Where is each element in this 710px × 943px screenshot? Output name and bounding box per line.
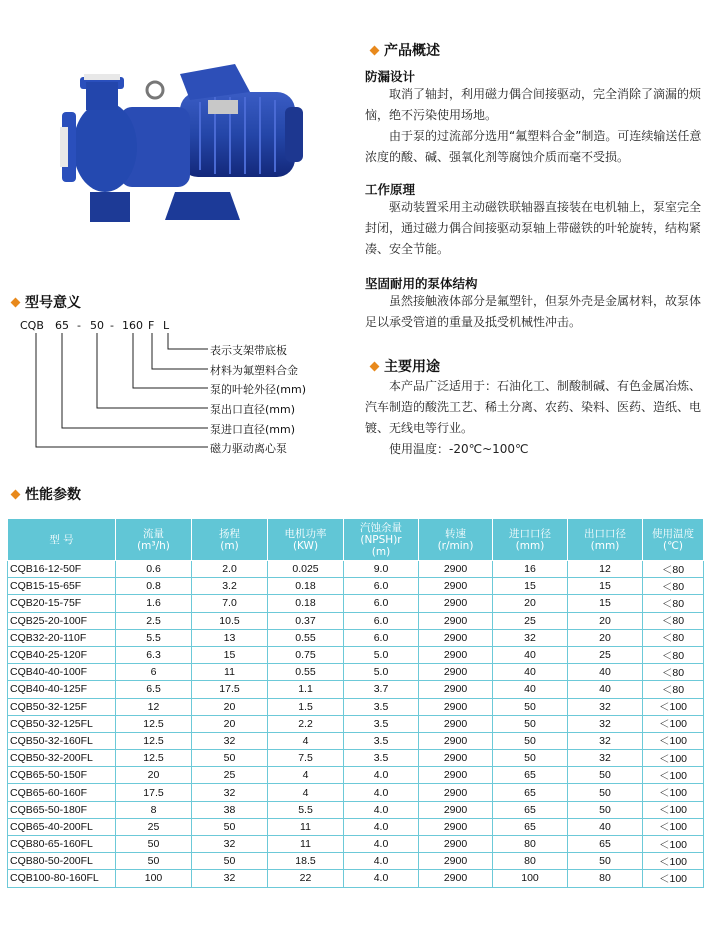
table-cell: 32 <box>568 715 643 732</box>
usage-paragraph: 本产品广泛适用于：石油化工、制酸制碱、有色金属冶炼、汽车制造的酸洗工艺、稀土分离、农药、染料、医药、造纸、电镀、无线电等行业。 <box>365 379 702 435</box>
section-paragraph: 由于泵的过流部分选用“氟塑料合金”制造。可连续输送任意浓度的酸、碱、强氧化剂等腐蚀介质而毫不受损。 <box>365 129 702 164</box>
model-meaning-label: 泵进口直径(mm) <box>210 423 296 436</box>
table-cell: 4.0 <box>344 784 419 801</box>
performance-heading <box>12 484 81 504</box>
table-cell: 9.0 <box>344 561 419 578</box>
table-cell: 32 <box>192 732 268 749</box>
table-cell: 8 <box>116 801 192 818</box>
table-cell: 20 <box>568 629 643 646</box>
model-cell: CQB50-32-125FL <box>8 715 116 732</box>
table-cell: 50 <box>116 853 192 870</box>
column-header-line: (mm) <box>515 539 545 552</box>
table-cell: ＜80 <box>643 612 704 629</box>
column-header <box>116 519 192 561</box>
table-cell: 40 <box>568 818 643 835</box>
table-cell: 25 <box>192 767 268 784</box>
table-cell: 6.3 <box>116 646 192 663</box>
table-cell: 0.8 <box>116 578 192 595</box>
table-cell: 0.37 <box>268 612 344 629</box>
table-cell: ＜80 <box>643 561 704 578</box>
code-part: CQB <box>20 319 44 332</box>
model-cell: CQB65-50-180F <box>8 801 116 818</box>
usage-temperature: 使用温度：-20℃~100℃ <box>389 442 529 456</box>
table-cell: 2900 <box>419 732 493 749</box>
column-header <box>8 519 116 561</box>
table-cell: 2900 <box>419 578 493 595</box>
table-cell: 65 <box>568 836 643 853</box>
column-header-line: 电机功率 <box>284 527 327 540</box>
table-cell: 4.0 <box>344 853 419 870</box>
table-cell: 80 <box>568 870 643 887</box>
performance-title: 性能参数 <box>25 487 81 503</box>
table-cell: 65 <box>493 784 568 801</box>
table-cell: 6 <box>116 664 192 681</box>
table-cell: 7.0 <box>192 595 268 612</box>
table-cell: 7.5 <box>268 750 344 767</box>
table-cell: 50 <box>192 818 268 835</box>
table-cell: 12.5 <box>116 732 192 749</box>
table-cell: 1.5 <box>268 698 344 715</box>
model-meaning-label: 泵出口直径(mm) <box>210 403 296 416</box>
table-cell: 2900 <box>419 784 493 801</box>
model-meaning-title: 型号意义 <box>25 295 81 311</box>
table-cell: 6.0 <box>344 612 419 629</box>
table-cell: 22 <box>268 870 344 887</box>
code-part: 65 <box>55 319 69 332</box>
table-cell: 11 <box>192 664 268 681</box>
table-cell: 4.0 <box>344 870 419 887</box>
column-header-line: 扬程 <box>219 527 240 540</box>
table-cell: 16 <box>493 561 568 578</box>
table-cell: 3.5 <box>344 698 419 715</box>
table-cell: 2900 <box>419 612 493 629</box>
column-header-line: 进口口径 <box>509 527 551 540</box>
model-cell: CQB50-32-125F <box>8 698 116 715</box>
table-cell: ＜100 <box>643 784 704 801</box>
table-cell: 32 <box>493 629 568 646</box>
table-cell: 40 <box>493 664 568 681</box>
overview-heading <box>371 40 440 60</box>
model-cell: CQB65-60-160F <box>8 784 116 801</box>
table-cell: 0.18 <box>268 578 344 595</box>
code-part: F <box>148 319 155 332</box>
table-cell: 80 <box>493 853 568 870</box>
table-cell: 65 <box>493 801 568 818</box>
model-cell: CQB40-25-120F <box>8 646 116 663</box>
table-cell: 50 <box>493 698 568 715</box>
model-cell: CQB80-65-160FL <box>8 836 116 853</box>
column-header <box>344 519 419 561</box>
table-cell: ＜100 <box>643 870 704 887</box>
performance-table <box>7 518 704 888</box>
table-cell: ＜80 <box>643 646 704 663</box>
column-header-line: (℃) <box>663 539 683 552</box>
table-row <box>8 578 704 595</box>
table-cell: 50 <box>493 715 568 732</box>
section-title: 工作原理 <box>365 182 416 197</box>
overview-title: 产品概述 <box>384 43 440 59</box>
table-cell: ＜100 <box>643 767 704 784</box>
model-cell: CQB15-15-65F <box>8 578 116 595</box>
model-cell: CQB50-32-200FL <box>8 750 116 767</box>
model-meaning-label: 材料为氟塑料合金 <box>210 364 298 377</box>
model-cell: CQB100-80-160FL <box>8 870 116 887</box>
column-header-line: (m) <box>220 539 239 552</box>
table-cell: ＜80 <box>643 595 704 612</box>
table-cell: 6.0 <box>344 629 419 646</box>
model-meaning-leader-lines <box>0 330 220 460</box>
table-cell: 25 <box>116 818 192 835</box>
column-header-line: (m³/h) <box>137 539 170 552</box>
table-cell: 5.0 <box>344 664 419 681</box>
model-cell: CQB40-40-125F <box>8 681 116 698</box>
table-cell: 2900 <box>419 664 493 681</box>
model-cell: CQB32-20-110F <box>8 629 116 646</box>
table-cell: 0.55 <box>268 664 344 681</box>
table-cell: 2900 <box>419 646 493 663</box>
table-body <box>8 561 704 888</box>
table-cell: 6.0 <box>344 595 419 612</box>
table-cell: 0.75 <box>268 646 344 663</box>
table-row <box>8 836 704 853</box>
table-row <box>8 646 704 663</box>
table-cell: 2.2 <box>268 715 344 732</box>
table-cell: 2900 <box>419 801 493 818</box>
table-cell: 6.0 <box>344 578 419 595</box>
model-cell: CQB20-15-75F <box>8 595 116 612</box>
table-cell: 100 <box>493 870 568 887</box>
code-part: - <box>77 319 81 332</box>
table-cell: ＜100 <box>643 836 704 853</box>
table-row <box>8 784 704 801</box>
table-cell: 12.5 <box>116 750 192 767</box>
table-cell: 6.5 <box>116 681 192 698</box>
table-cell: 1.6 <box>116 595 192 612</box>
model-cell: CQB50-32-160FL <box>8 732 116 749</box>
diamond-bullet-icon <box>370 45 380 55</box>
table-row <box>8 767 704 784</box>
table-cell: 2900 <box>419 818 493 835</box>
diamond-bullet-icon <box>11 297 21 307</box>
table-cell: 2900 <box>419 595 493 612</box>
table-cell: 32 <box>568 732 643 749</box>
table-cell: 15 <box>192 646 268 663</box>
column-header <box>493 519 568 561</box>
section-title: 坚固耐用的泵体结构 <box>365 276 478 291</box>
table-cell: 17.5 <box>192 681 268 698</box>
table-cell: 3.5 <box>344 732 419 749</box>
table-cell: 2900 <box>419 561 493 578</box>
table-cell: ＜100 <box>643 750 704 767</box>
table-cell: 3.2 <box>192 578 268 595</box>
table-row <box>8 818 704 835</box>
model-cell: CQB65-50-150F <box>8 767 116 784</box>
usage-title: 主要用途 <box>384 359 440 375</box>
column-header-line: 汽蚀余量 <box>360 521 402 534</box>
column-header-line: 转速 <box>445 527 466 540</box>
column-header <box>268 519 344 561</box>
table-cell: ＜100 <box>643 732 704 749</box>
column-header-line: (m) <box>371 545 391 558</box>
table-cell: 20 <box>192 698 268 715</box>
table-cell: ＜100 <box>643 715 704 732</box>
table-cell: 18.5 <box>268 853 344 870</box>
table-cell: 50 <box>568 767 643 784</box>
table-cell: 2.5 <box>116 612 192 629</box>
column-header-line: (mm) <box>590 539 620 552</box>
model-cell: CQB16-12-50F <box>8 561 116 578</box>
table-cell: 20 <box>116 767 192 784</box>
section-title: 防漏设计 <box>365 69 416 84</box>
table-cell: 2900 <box>419 698 493 715</box>
table-cell: 2900 <box>419 681 493 698</box>
model-meaning-label: 磁力驱动离心泵 <box>210 442 287 455</box>
table-cell: ＜80 <box>643 578 704 595</box>
table-row <box>8 664 704 681</box>
table-cell: ＜100 <box>643 853 704 870</box>
table-cell: 2.0 <box>192 561 268 578</box>
code-part: - <box>110 319 114 332</box>
model-cell: CQB80-50-200FL <box>8 853 116 870</box>
table-cell: 32 <box>192 836 268 853</box>
table-cell: 2900 <box>419 629 493 646</box>
table-cell: 40 <box>568 681 643 698</box>
table-row <box>8 715 704 732</box>
column-header-line: 流量 <box>143 527 164 540</box>
table-cell: 50 <box>568 784 643 801</box>
table-cell: 11 <box>268 836 344 853</box>
table-cell: 32 <box>568 750 643 767</box>
table-cell: 3.5 <box>344 715 419 732</box>
table-cell: 50 <box>192 853 268 870</box>
column-header <box>192 519 268 561</box>
table-cell: ＜80 <box>643 681 704 698</box>
table-cell: 20 <box>493 595 568 612</box>
table-cell: 17.5 <box>116 784 192 801</box>
model-cell: CQB65-40-200FL <box>8 818 116 835</box>
table-cell: ＜100 <box>643 818 704 835</box>
table-cell: 12 <box>568 561 643 578</box>
table-cell: 10.5 <box>192 612 268 629</box>
table-cell: 5.0 <box>344 646 419 663</box>
table-cell: 0.55 <box>268 629 344 646</box>
table-cell: 40 <box>568 664 643 681</box>
table-cell: 25 <box>493 612 568 629</box>
table-row <box>8 629 704 646</box>
table-row <box>8 681 704 698</box>
diamond-bullet-icon <box>11 489 21 499</box>
table-cell: 100 <box>116 870 192 887</box>
table-cell: 80 <box>493 836 568 853</box>
table-header-row <box>8 519 704 561</box>
table-cell: 38 <box>192 801 268 818</box>
table-cell: 50 <box>493 750 568 767</box>
table-cell: 2900 <box>419 715 493 732</box>
table-cell: 50 <box>192 750 268 767</box>
model-meaning-label: 表示支架带底板 <box>210 344 287 357</box>
pump-image <box>60 52 310 242</box>
column-header-line: 使用温度 <box>652 527 694 540</box>
table-cell: 5.5 <box>116 629 192 646</box>
table-row <box>8 561 704 578</box>
table-cell: 3.5 <box>344 750 419 767</box>
table-cell: 20 <box>192 715 268 732</box>
table-cell: 50 <box>493 732 568 749</box>
table-cell: 50 <box>568 853 643 870</box>
model-cell: CQB40-40-100F <box>8 664 116 681</box>
column-header-line: (NPSH)r <box>360 533 402 546</box>
column-header <box>419 519 493 561</box>
table-cell: 4.0 <box>344 836 419 853</box>
section-paragraph: 驱动装置采用主动磁铁联轴器直接装在电机轴上，泵室完全封闭，通过磁力偶合间接驱动泵轴上带磁铁的叶轮旋转，结构紧凑、安全节能。 <box>365 200 702 256</box>
column-header <box>643 519 704 561</box>
table-cell: 12 <box>116 698 192 715</box>
section-paragraph: 虽然接触液体部分是氟塑针，但泵外壳是金属材料，故泵体足以承受管道的重量及抵受机械性冲击。 <box>365 294 702 329</box>
table-cell: ＜80 <box>643 664 704 681</box>
table-cell: 2900 <box>419 870 493 887</box>
table-cell: 4.0 <box>344 801 419 818</box>
usage-heading <box>371 356 440 376</box>
table-cell: 4 <box>268 767 344 784</box>
column-header-line: 型 号 <box>49 533 74 546</box>
code-part: 160 <box>122 319 143 332</box>
table-cell: 15 <box>568 578 643 595</box>
code-part: 50 <box>90 319 104 332</box>
table-cell: 1.1 <box>268 681 344 698</box>
model-meaning-heading <box>12 292 81 312</box>
table-cell: 2900 <box>419 767 493 784</box>
table-cell: 4 <box>268 732 344 749</box>
table-cell: 2900 <box>419 853 493 870</box>
code-part: L <box>163 319 170 332</box>
column-header <box>568 519 643 561</box>
table-cell: 0.025 <box>268 561 344 578</box>
table-cell: 13 <box>192 629 268 646</box>
table-row <box>8 801 704 818</box>
table-cell: 15 <box>568 595 643 612</box>
table-cell: 40 <box>493 646 568 663</box>
table-cell: 32 <box>192 870 268 887</box>
table-cell: 2900 <box>419 750 493 767</box>
table-cell: ＜80 <box>643 629 704 646</box>
column-header-line: (KW) <box>292 539 319 552</box>
table-cell: 65 <box>493 818 568 835</box>
table-cell: ＜100 <box>643 801 704 818</box>
table-row <box>8 698 704 715</box>
table-cell: 25 <box>568 646 643 663</box>
section-paragraph: 取消了轴封，利用磁力偶合间接驱动，完全消除了滴漏的烦恼，绝不污染使用场地。 <box>365 87 702 122</box>
table-row <box>8 732 704 749</box>
table-cell: 0.6 <box>116 561 192 578</box>
table-cell: 32 <box>568 698 643 715</box>
column-header-line: 出口口径 <box>584 527 626 540</box>
table-cell: 50 <box>116 836 192 853</box>
table-row <box>8 853 704 870</box>
table-cell: 32 <box>192 784 268 801</box>
table-row <box>8 612 704 629</box>
table-cell: 15 <box>493 578 568 595</box>
table-cell: 11 <box>268 818 344 835</box>
table-cell: 5.5 <box>268 801 344 818</box>
table-cell: 40 <box>493 681 568 698</box>
table-row <box>8 595 704 612</box>
table-cell: 4.0 <box>344 767 419 784</box>
table-cell: 2900 <box>419 836 493 853</box>
table-cell: 20 <box>568 612 643 629</box>
table-cell: 65 <box>493 767 568 784</box>
diamond-bullet-icon <box>370 361 380 371</box>
table-cell: 4.0 <box>344 818 419 835</box>
table-cell: 4 <box>268 784 344 801</box>
table-cell: 12.5 <box>116 715 192 732</box>
column-header-line: (r/min) <box>437 539 474 552</box>
model-cell: CQB25-20-100F <box>8 612 116 629</box>
table-cell: 50 <box>568 801 643 818</box>
table-row <box>8 750 704 767</box>
model-meaning-label: 泵的叶轮外径(mm) <box>210 383 307 396</box>
table-row <box>8 870 704 887</box>
table-cell: 3.7 <box>344 681 419 698</box>
table-cell: 0.18 <box>268 595 344 612</box>
table-cell: ＜100 <box>643 698 704 715</box>
